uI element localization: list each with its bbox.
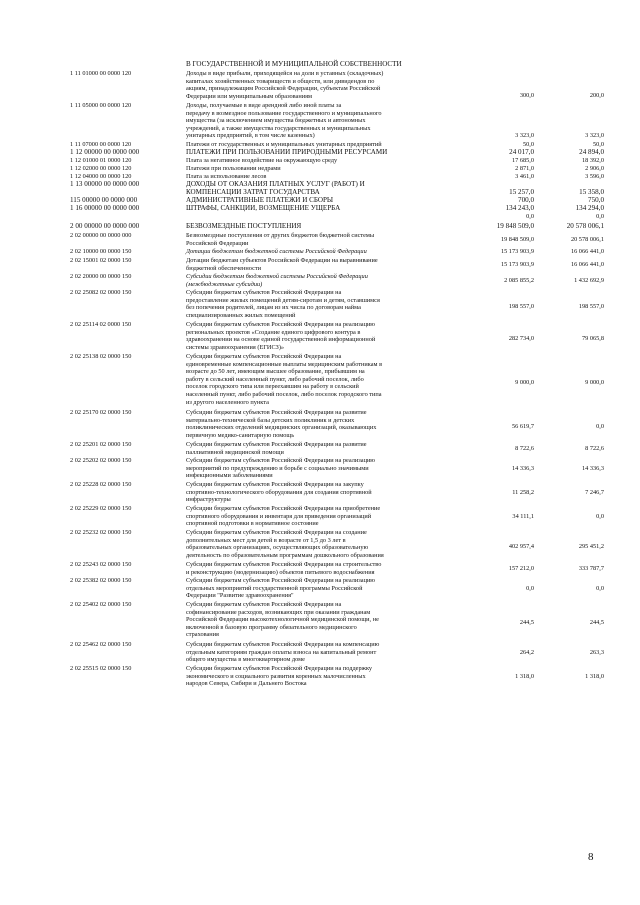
amount-year-2: 1 318,0 [585,673,604,680]
amount-year-2: 16 066 441,0 [570,261,604,268]
amount-year-2: 3 596,0 [585,173,604,180]
description-line: Субсидии бюджетам субъектов Российской Федерации на [186,289,342,296]
amount-year-1: 198 557,0 [508,303,534,310]
description-line: Субсидии бюджетам субъектов Российской Федерации на реализацию [186,321,376,328]
description-line: без попечения родителей, лицам из их числа по договорам найма [186,304,361,312]
description-line: Субсидии бюджетам субъектов Российской Федерации на [186,601,342,608]
description-line: предоставление жилых помещений детям-сиротам и детям, оставшимся [186,296,380,304]
amount-year-1: 2 085 855,2 [504,277,534,284]
description-line: паллиативной медицинской помощи [186,448,284,456]
amount-year-1: 9 000,0 [515,379,534,386]
description-line: общего имущества в многоквартирном доме [186,656,305,664]
amount-year-1: 15 173 903,9 [500,248,534,255]
budget-code: 2 02 25402 02 0000 150 [70,601,132,608]
description-line: отдельным категориям граждан оплаты взноса на капитальный ремонт [186,648,377,656]
amount-year-1: 700,0 [518,196,534,204]
description-line: Платежи от государственных и муниципальных унитарных предприятий [186,141,382,148]
budget-code: 2 02 25170 02 0000 150 [70,409,132,416]
description-line: акциям, принадлежащим Российской Федерации, субъектам Российской [186,85,381,93]
amount-year-1: 300,0 [519,92,534,99]
amount-year-2: 0,0 [596,585,604,592]
row-description [186,481,454,504]
amount-year-1: 157 212,0 [508,565,534,572]
amount-year-1: 244,5 [519,619,534,626]
description-line: имущества (за исключением имущества бюджетных и автономных [186,117,366,125]
description-line: Субсидии бюджетам субъектов Российской Федерации на закупку [186,481,364,488]
description-line: ПЛАТЕЖИ ПРИ ПОЛЬЗОВАНИИ ПРИРОДНЫМИ РЕСУРСАМИ [186,148,388,156]
amount-year-1: 3 461,0 [515,173,534,180]
amount-year-1: 3 323,0 [515,132,534,139]
description-line: передачу в возмездное пользование государственного и муниципального [186,109,382,117]
description-line: поселок городского типа или переехавшим на работу в сельский [186,383,359,391]
amount-year-1: 17 685,0 [511,157,534,164]
budget-code: 2 02 25462 02 0000 150 [70,641,132,648]
description-line: инфекционными заболеваниями [186,472,273,480]
amount-year-2: 0,0 [596,513,604,520]
description-line: дополнительных мест для детей в возрасте от 1,5 до 3 лет в [186,536,346,544]
description-line: включенной в базовую программу обязательного медицинского [186,623,357,631]
amount-year-2: 0,0 [596,213,604,220]
description-line: Безвозмездные поступления от других бюджетов бюджетной системы [186,232,375,239]
amount-year-2: 50,0 [592,141,604,148]
row-description [186,157,454,165]
amount-year-2: 0,0 [596,423,604,430]
description-line: Субсидии бюджетам субъектов Российской Федерации на компенсацию [186,641,380,648]
budget-code: 2 02 20000 00 0000 150 [70,273,132,280]
description-line: Субсидии бюджетам субъектов Российской Федерации на создание [186,529,367,536]
amount-year-2: 7 246,7 [585,489,604,496]
description-line: поликлинических отделений медицинских организаций, оказывающих [186,424,377,432]
description-line: региональных проектов «Создание единого цифрового контура в [186,328,361,336]
description-line: первичную медико-санитарную помощь [186,431,295,439]
row-description [186,70,454,100]
row-description [186,641,454,664]
description-line: системы здравоохранения (ЕГИСЗ)» [186,343,285,351]
row-description [186,665,454,688]
description-line: Субсидии бюджетам субъектов Российской Федерации на строительство [186,561,382,568]
budget-code: 1 13 00000 00 0000 000 [70,180,140,188]
amount-year-2: 263,3 [589,649,604,656]
description-line: бюджетной обеспеченности [186,264,262,272]
amount-year-2: 16 066 441,0 [570,248,604,255]
amount-year-1: 0,0 [526,213,534,220]
description-line: Плата за использование лесов [186,173,267,180]
row-description [186,102,454,140]
description-line: деятельность по образовательным программам дошкольного образования [186,551,384,559]
description-line: Субсидии бюджетам субъектов Российской Федерации на [186,353,342,360]
row-description [186,248,454,256]
budget-code: 2 02 25138 02 0000 150 [70,353,132,360]
amount-year-2: 750,0 [588,196,604,204]
budget-code: 2 02 25201 02 0000 150 [70,441,132,448]
amount-year-2: 198 557,0 [578,303,604,310]
row-description [186,223,454,231]
description-line: Субсидии бюджетам субъектов Российской Федерации на реализацию [186,457,376,464]
description-line: Федерации или муниципальным образованиям [186,92,312,100]
amount-year-2: 295 451,2 [578,543,604,550]
amount-year-1: 402 957,4 [508,543,534,550]
description-line: В ГОСУДАРСТВЕННОЙ И МУНИЦИПАЛЬНОЙ СОБСТВЕННОСТИ [186,60,402,68]
row-description [186,273,454,288]
description-line: из другого населенного пункта [186,398,269,406]
description-line: здравоохранении на основе единой государственной информационной [186,336,376,344]
description-line: Доходы, получаемые в виде арендной либо иной платы за [186,102,342,109]
amount-year-2: 333 787,7 [578,565,604,572]
description-line: Дотации бюджетам бюджетной системы Российской Федерации [186,248,367,255]
amount-year-2: 134 294,0 [575,204,604,212]
amount-year-1: 264,2 [519,649,534,656]
budget-code: 1 12 02000 00 0000 120 [70,165,132,172]
budget-code: 2 02 25243 02 0000 150 [70,561,132,568]
description-line: населенный пункт, либо рабочий поселок, либо поселок городского типа [186,390,382,398]
amount-year-2: 2 906,0 [585,165,604,172]
amount-year-1: 8 722,6 [515,445,534,452]
budget-code: 1 11 01000 00 0000 120 [70,70,132,77]
amount-year-1: 34 111,1 [512,513,534,520]
row-description [186,353,454,406]
amount-year-1: 15 257,0 [509,188,534,196]
amount-year-2: 20 578 006,1 [566,222,604,230]
budget-code: 1 11 05000 00 0000 120 [70,102,132,109]
budget-code: 2 02 00000 00 0000 000 [70,232,132,239]
amount-year-2: 1 432 692,9 [574,277,604,284]
row-description [186,529,454,559]
amount-year-1: 19 848 509,0 [500,236,534,243]
budget-code: 1 12 01000 01 0000 120 [70,157,132,164]
amount-year-1: 56 619,7 [511,423,534,430]
description-line: экономического и социального развития коренных малочисленных [186,672,366,680]
description-line: образовательных организациях, осуществляющих образовательную [186,544,369,552]
amount-year-1: 1 318,0 [515,673,534,680]
description-line: Федерации "Развитие здравоохранения" [186,592,294,600]
description-line: материально-технической базы детских поликлиник и детских [186,416,355,424]
budget-code: 2 02 10000 00 0000 150 [70,248,132,255]
description-line: спортивного оборудования и инвентаря для приведения организаций [186,512,372,520]
amount-year-2: 9 000,0 [585,379,604,386]
budget-code: 1 12 00000 00 0000 000 [70,148,140,156]
amount-year-1: 0,0 [526,585,534,592]
row-description [186,321,454,351]
description-line: ШТРАФЫ, САНКЦИИ, ВОЗМЕЩЕНИЕ УЩЕРБА [186,204,341,212]
description-line: возрасте до 50 лет, имеющим высшее образование, прибывшим на [186,368,365,376]
budget-code: 1 16 00000 00 0000 000 [70,204,140,212]
row-description [186,561,454,576]
amount-year-2: 244,5 [589,619,604,626]
description-line: Доходы в виде прибыли, приходящейся на доли в уставных (складочных) [186,70,384,77]
description-line: Субсидии бюджетам субъектов Российской Федерации на развитие [186,409,367,416]
amount-year-2: 15 358,0 [579,188,604,196]
amount-year-2: 20 578 006,1 [570,236,604,243]
row-description [186,181,454,196]
budget-code: 2 02 25114 02 0000 150 [70,321,132,328]
page-number: 8 [588,851,594,863]
amount-year-1: 24 017,0 [509,148,534,156]
description-line: Плата за негативное воздействие на окружающую среду [186,157,338,164]
description-line: спортивной подготовки в нормативное состояние [186,520,319,528]
description-line: капиталах хозяйственных товариществ и обществ, или дивидендов по [186,77,375,85]
description-line: унитарных предприятий, в том числе казенных) [186,132,315,140]
description-line: единовременные компенсационные выплаты медицинским работникам в [186,360,383,368]
description-line: Субсидии бюджетам субъектов Российской Федерации на развитие [186,441,367,448]
description-line: учреждений, а также имущества государственных и муниципальных [186,124,371,132]
amount-year-2: 8 722,6 [585,445,604,452]
budget-code: 2 02 25515 02 0000 150 [70,665,132,672]
description-line: Субсидии бюджетам бюджетной системы Российской Федерации [186,273,368,280]
description-line: мероприятий по предупреждению и борьбе с социально значимыми [186,464,369,472]
row-description [186,289,454,319]
description-line: специализированных жилых помещений [186,311,296,319]
row-description [186,441,454,456]
amount-year-1: 15 173 903,9 [500,261,534,268]
budget-code: 2 02 25382 02 0000 150 [70,577,132,584]
description-line: ДОХОДЫ ОТ ОКАЗАНИЯ ПЛАТНЫХ УСЛУГ (РАБОТ) И [186,180,365,188]
amount-year-2: 24 894,0 [579,148,604,156]
budget-code: 2 02 25228 02 0000 150 [70,481,132,488]
budget-code: 2 02 25082 02 0000 150 [70,289,132,296]
budget-code: 2 02 15001 02 0000 150 [70,257,132,264]
amount-year-2: 14 336,3 [581,465,604,472]
row-description [186,505,454,528]
budget-code: 2 02 25229 02 0000 150 [70,505,132,512]
row-description [186,577,454,600]
row-description [186,165,454,173]
description-line: софинансирование расходов, возникающих при оказании гражданам [186,608,371,616]
description-line: БЕЗВОЗМЕЗДНЫЕ ПОСТУПЛЕНИЯ [186,222,302,230]
amount-year-1: 2 871,0 [515,165,534,172]
description-line: Дотации бюджетам субъектов Российской Федерации на выравнивание [186,257,378,264]
row-description [186,232,454,247]
amount-year-2: 200,0 [589,92,604,99]
description-line: АДМИНИСТРАТИВНЫЕ ПЛАТЕЖИ И СБОРЫ [186,196,334,204]
amount-year-2: 79 065,8 [581,335,604,342]
row-description [186,61,454,69]
description-line: работу в сельский населенный пункт, либо рабочий поселок, либо [186,375,364,383]
amount-year-1: 14 336,3 [511,465,534,472]
row-description [186,205,454,213]
description-line: инфраструктуры [186,496,231,504]
description-line: и реконструкцию (модернизацию) объектов питьевого водоснабжения [186,568,375,576]
description-line: КОМПЕНСАЦИИ ЗАТРАТ ГОСУДАРСТВА [186,187,320,196]
description-line: Субсидии бюджетам субъектов Российской Федерации на поддержку [186,665,373,672]
description-line: народов Севера, Сибири и Дальнего Востока [186,680,307,688]
amount-year-1: 282 734,0 [508,335,534,342]
description-line: Субсидии бюджетам субъектов Российской Федерации на реализацию [186,577,376,584]
budget-code: 115 00000 00 0000 000 [70,196,138,204]
description-line: Российской Федерации высокотехнологичной медицинской помощи, не [186,616,379,624]
budget-code: 2 02 25202 02 0000 150 [70,457,132,464]
amount-year-2: 18 392,0 [581,157,604,164]
description-line: спортивно-технологического оборудования для создания спортивной [186,488,372,496]
budget-code: 2 02 25232 02 0000 150 [70,529,132,536]
amount-year-2: 3 323,0 [585,132,604,139]
budget-code: 2 00 00000 00 0000 000 [70,222,140,230]
description-line: Субсидии бюджетам субъектов Российской Федерации на приобретение [186,505,381,512]
amount-year-1: 134 243,0 [505,204,534,212]
amount-year-1: 19 848 509,0 [496,222,534,230]
description-line: страхования [186,631,219,639]
budget-code: 1 11 07000 00 0000 120 [70,141,132,148]
budget-code: 1 12 04000 00 0000 120 [70,173,132,180]
row-description [186,409,454,439]
description-line: (межбюджетные субсидии) [186,280,263,288]
row-description [186,601,454,639]
description-line: Платежи при пользовании недрами [186,165,281,172]
row-description [186,257,454,272]
amount-year-1: 11 258,2 [512,489,534,496]
description-line: отдельных мероприятий государственной программы Российской [186,584,363,592]
row-description [186,457,454,480]
amount-year-1: 50,0 [522,141,534,148]
description-line: Российской Федерации [186,239,249,247]
row-description [186,149,454,157]
